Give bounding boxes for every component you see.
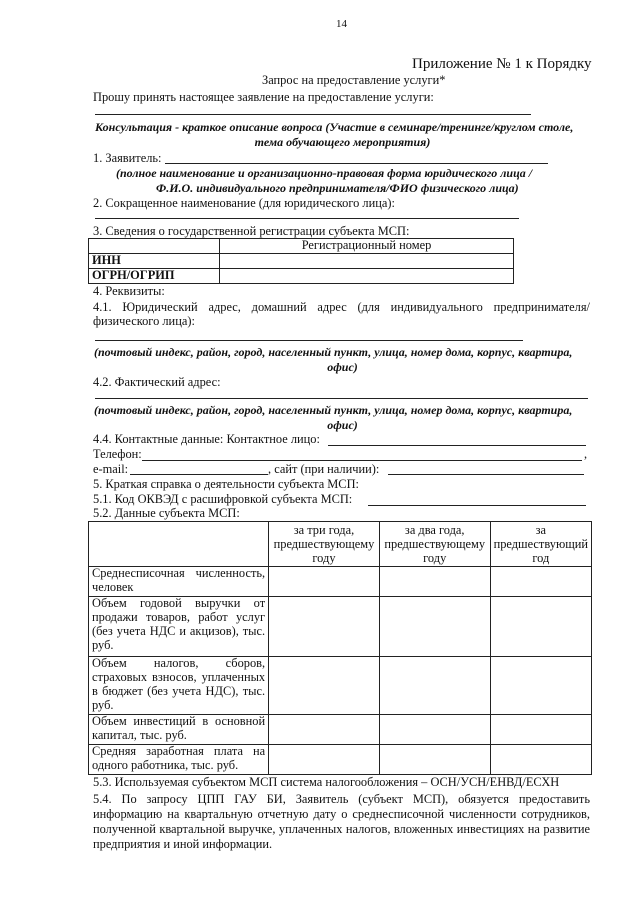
inn-value-cell[interactable]: [220, 254, 514, 269]
revenue-cell-3y[interactable]: [269, 597, 380, 657]
investments-cell-1y[interactable]: [490, 715, 591, 745]
taxes-cell-3y[interactable]: [269, 657, 380, 715]
row-label-investments: Объем инвестиций в основной капитал, тыс. руб.: [89, 715, 269, 745]
phone-input-line[interactable]: [142, 460, 582, 461]
investments-cell-2y[interactable]: [379, 715, 490, 745]
applicant-label: 1. Заявитель:: [93, 151, 162, 165]
site-label: , сайт (при наличии):: [268, 462, 380, 476]
inn-label: ИНН: [89, 254, 220, 269]
applicant-input-line[interactable]: [165, 163, 548, 164]
row-label-revenue: Объем годовой выручки от продажи товаров, работ услуг (без учета НДС и акцизов), тыс. руб.: [89, 597, 269, 657]
actual-address-hint-1: (почтовый индекс, район, город, населенный пункт, улица, номер дома, корпус, квартира,: [94, 403, 573, 417]
annex-heading: Приложение № 1 к Порядку: [412, 56, 592, 72]
applicant-hint-line-2: Ф.И.О. индивидуального предпринимателя/ФИО физического лица): [156, 181, 519, 195]
actual-address-hint-2: офис): [327, 418, 358, 432]
headcount-cell-1y[interactable]: [490, 567, 591, 597]
okved-input-line[interactable]: [368, 505, 586, 506]
salary-cell-2y[interactable]: [379, 745, 490, 775]
taxes-cell-2y[interactable]: [379, 657, 490, 715]
page-number: 14: [336, 18, 347, 30]
row-label-headcount: Среднесписочная численность, человек: [89, 567, 269, 597]
registration-info-label: 3. Сведения о государственной регистрации субъекта МСП:: [93, 224, 410, 238]
contacts-label: 4.4. Контактные данные: Контактное лицо:: [93, 432, 320, 446]
revenue-cell-2y[interactable]: [379, 597, 490, 657]
sme-data-label: 5.2. Данные субъекта МСП:: [93, 506, 240, 520]
short-name-input-line[interactable]: [95, 218, 519, 219]
service-hint-line-2: тема обучающего мероприятия): [254, 135, 431, 149]
okved-label: 5.1. Код ОКВЭД с расшифровкой субъекта МСП:: [93, 492, 353, 506]
revenue-cell-1y[interactable]: [490, 597, 591, 657]
service-hint-line-1: Консультация - краткое описание вопроса (Участие в семинаре/тренинге/круглом столе,: [95, 120, 574, 134]
investments-cell-3y[interactable]: [269, 715, 380, 745]
requisites-label: 4. Реквизиты:: [93, 284, 165, 298]
legal-address-label: 4.1. Юридический адрес, домашний адрес (для индивидуального предпринимателя/ физического лица):: [93, 300, 590, 328]
column-two-years: за два года, предшествующему году: [379, 522, 490, 567]
email-input-line[interactable]: [130, 474, 268, 475]
sme-data-table: [88, 521, 592, 775]
site-input-line[interactable]: [388, 474, 584, 475]
row-label-salary: Средняя заработная плата на одного работника, тыс. руб.: [89, 745, 269, 775]
taxes-cell-1y[interactable]: [490, 657, 591, 715]
short-name-label: 2. Сокращенное наименование (для юридического лица):: [93, 196, 395, 210]
salary-cell-1y[interactable]: [490, 745, 591, 775]
obligation-text: 5.4. По запросу ЦПП ГАУ БИ, Заявитель (субъект МСП), обязуется предоставить информацию на квартальную отчетную дату о среднесписочной численности сотрудников, полученной квартальной выручке, уплаченных налогов, вложенных инвестициях на развитие предприятия и иной информации.: [93, 792, 590, 851]
legal-address-input-line[interactable]: [95, 340, 523, 341]
actual-address-label: 4.2. Фактический адрес:: [93, 375, 221, 389]
ogrn-label: ОГРН/ОГРИП: [89, 269, 220, 284]
headcount-cell-3y[interactable]: [269, 567, 380, 597]
registration-number-header: Регистрационный номер: [220, 239, 514, 254]
row-label-taxes: Объем налогов, сборов, страховых взносов, уплаченных в бюджет (без учета НДС), тыс. руб.: [89, 657, 269, 715]
phone-label: Телефон:: [93, 447, 142, 461]
applicant-hint-line-1: (полное наименование и организационно-правовая форма юридического лица /: [116, 166, 533, 180]
legal-address-hint-2: офис): [327, 360, 358, 374]
headcount-cell-2y[interactable]: [379, 567, 490, 597]
phone-comma: ,: [584, 447, 588, 461]
ogrn-value-cell[interactable]: [220, 269, 514, 284]
contact-person-input-line[interactable]: [328, 445, 586, 446]
legal-address-hint-1: (почтовый индекс, район, город, населенный пункт, улица, номер дома, корпус, квартира,: [94, 345, 573, 359]
please-accept-text: Прошу принять настоящее заявление на предоставление услуги:: [93, 90, 434, 104]
column-three-years: за три года, предшествующему году: [269, 522, 380, 567]
salary-cell-3y[interactable]: [269, 745, 380, 775]
tax-system-text: 5.3. Используемая субъектом МСП система налогообложения – ОСН/УСН/ЕНВД/ЕСХН: [93, 775, 560, 789]
request-title: Запрос на предоставление услуги*: [262, 73, 446, 87]
email-label: e-mail:: [93, 462, 129, 476]
service-input-line[interactable]: [95, 114, 531, 115]
actual-address-input-line[interactable]: [95, 398, 588, 399]
brief-info-label: 5. Краткая справка о деятельности субъекта МСП:: [93, 477, 359, 491]
registration-table: [88, 238, 514, 284]
column-previous-year: за предшествующий год: [490, 522, 591, 567]
